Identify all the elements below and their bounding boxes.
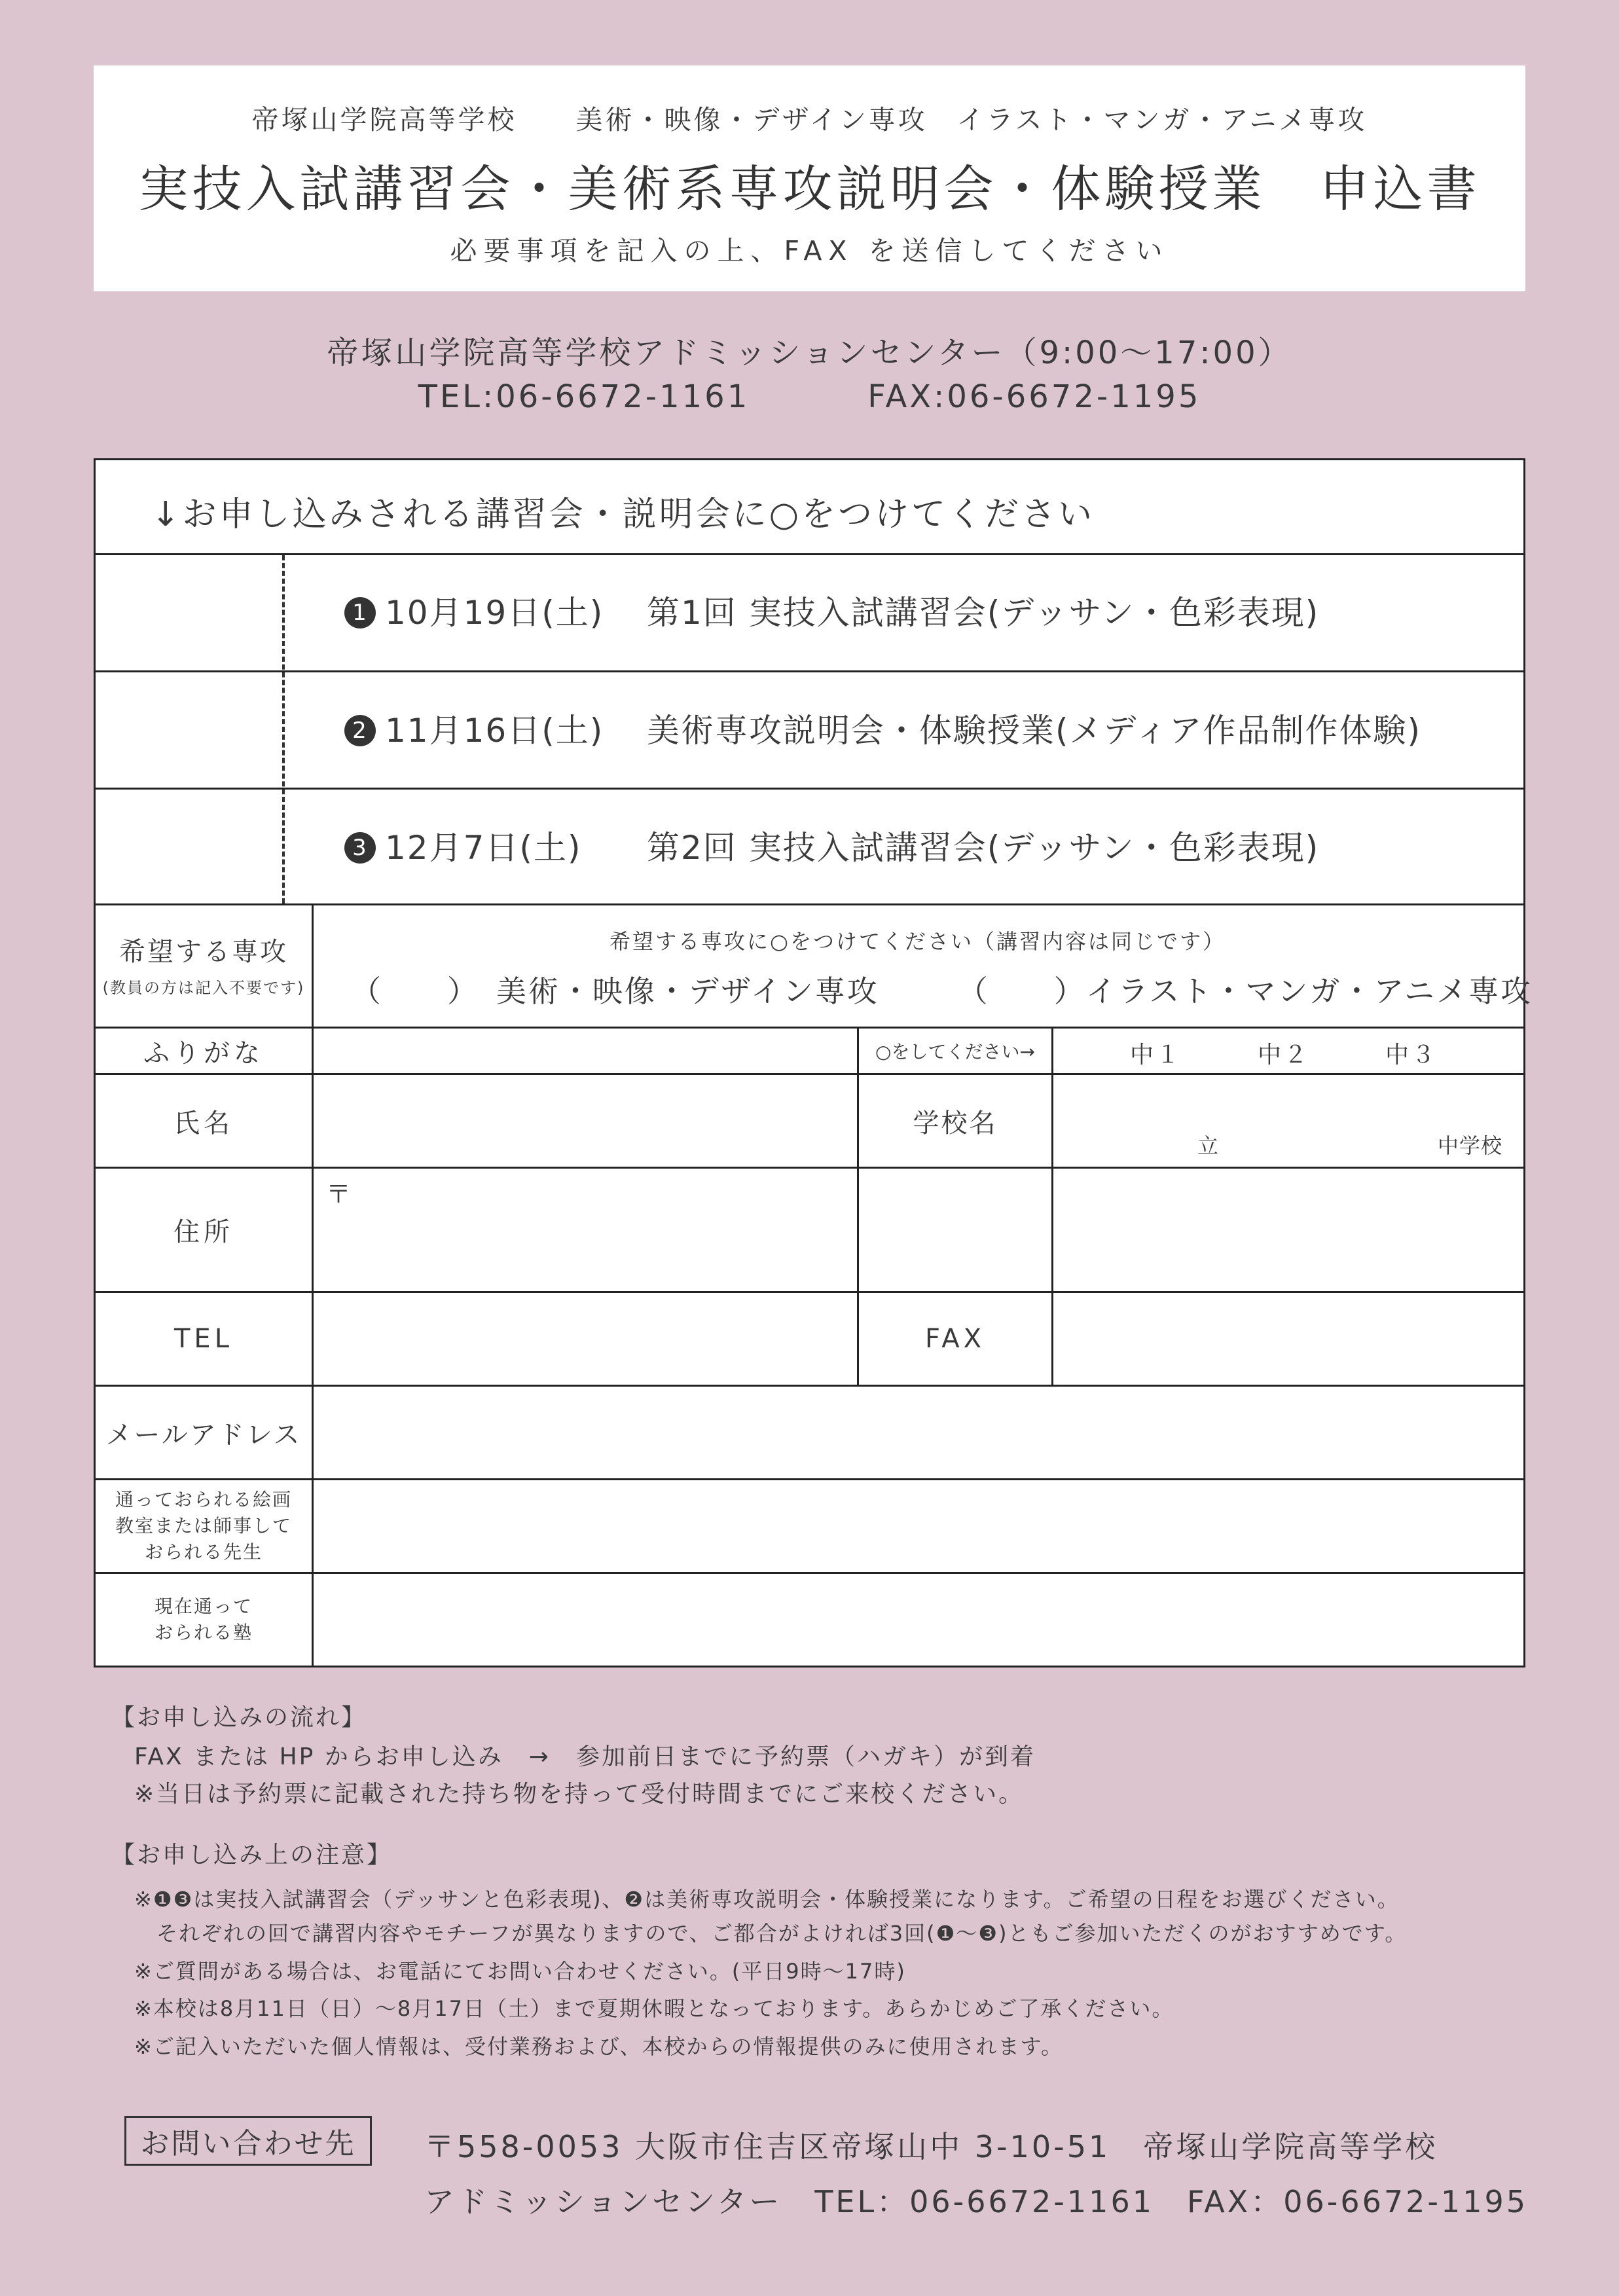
teacher-label <box>96 1480 312 1572</box>
inquiry-label: お問い合わせ先 <box>124 2116 372 2166</box>
email-label: メールアドレス <box>105 1419 302 1450</box>
name-field[interactable] <box>314 1075 857 1167</box>
event-date: 10月19日(土) <box>385 594 604 632</box>
name-label: 氏名 <box>173 1108 234 1139</box>
note-item: ※ご記入いただいた個人情報は、受付業務および、本校からの情報提供のみに使用されます。 <box>134 2034 1063 2059</box>
juku-label-line-2: おられる塾 <box>154 1622 253 1643</box>
number-2-icon: 2 <box>344 715 376 746</box>
school-suffix: 中学校 <box>1438 1133 1503 1158</box>
major-option-art[interactable]: （ ） 美術・映像・デザイン専攻 <box>351 974 879 1009</box>
address-label: 住所 <box>173 1217 234 1247</box>
admission-center-hours: 帝塚山学院高等学校アドミッションセンター（9:00～17:00） <box>327 335 1292 371</box>
note-item: ※本校は8月11日（日）～8月17日（土）まで夏期休暇となっております。あらかじめご了承ください。 <box>134 1996 1174 2021</box>
event-description: 第2回 実技入試講習会(デッサン・色彩表現) <box>647 829 1320 867</box>
postal-mark: 〒 <box>326 1180 352 1209</box>
header-note: 必要事項を記入の上、FAX を送信してください <box>450 235 1169 266</box>
major-label: 希望する専攻 <box>119 937 288 967</box>
event-row-1[interactable] <box>344 587 1319 634</box>
teacher-label-line-3: おられる先生 <box>144 1541 263 1563</box>
fax-label: FAX <box>924 1324 986 1354</box>
fax-field[interactable] <box>1053 1293 1525 1385</box>
note-item: ※❶❸は実技入試講習会（デッサンと色彩表現)、❷は美術専攻説明会・体験授業になります。ご希望の日程をお選びください。 <box>134 1887 1400 1912</box>
event-row-2[interactable] <box>344 704 1421 752</box>
form-instruction: ↓お申し込みされる講習会・説明会に○をつけてください <box>151 495 1095 534</box>
event-date: 11月16日(土) <box>385 712 604 750</box>
grade-1[interactable]: 中１ <box>1130 1042 1183 1068</box>
notes-heading: 【お申し込み上の注意】 <box>111 1842 393 1868</box>
note-item: ※ご質問がある場合は、お電話にてお問い合わせください。(平日9時～17時) <box>134 1959 906 1984</box>
major-label-note: (教員の方は記入不要です) <box>102 979 305 997</box>
grade-3[interactable]: 中３ <box>1385 1042 1438 1068</box>
teacher-field[interactable] <box>314 1480 1525 1572</box>
contact-fax: FAX:06-6672-1195 <box>867 378 1201 415</box>
major-options[interactable] <box>351 968 1533 1011</box>
number-1-icon: 1 <box>344 597 376 629</box>
teacher-label-line-2: 教室または師事して <box>115 1515 292 1537</box>
furigana-field[interactable] <box>314 1029 857 1073</box>
inquiry-contact: アドミッションセンター TEL：06-6672-1161 FAX：06-6672-1195 <box>424 2184 1529 2219</box>
juku-field[interactable] <box>314 1574 1525 1666</box>
header-box <box>94 65 1525 291</box>
contact-tel: TEL:06-6672-1161 <box>418 378 750 415</box>
flow-line-1: FAX または HP からお申し込み → 参加前日までに予約票（ハガキ）が到着 <box>134 1743 1036 1770</box>
header-subtitle: 帝塚山学院高等学校 美術・映像・デザイン専攻 イラスト・マンガ・アニメ専攻 <box>251 104 1368 136</box>
grade-prompt: ○をしてください→ <box>875 1041 1035 1063</box>
event-description: 美術専攻説明会・体験授業(メディア作品制作体験) <box>647 712 1422 750</box>
event-description: 第1回 実技入試講習会(デッサン・色彩表現) <box>647 594 1320 632</box>
page-title: 実技入試講習会・美術系専攻説明会・体験授業 申込書 <box>138 160 1481 218</box>
application-form <box>94 458 1533 1667</box>
school-type-suffix: 立 <box>1197 1133 1222 1158</box>
email-field[interactable] <box>314 1387 1525 1478</box>
juku-label <box>96 1574 312 1666</box>
contact-phone-fax <box>0 378 1619 415</box>
tel-field[interactable] <box>314 1293 857 1385</box>
grade-2[interactable]: 中２ <box>1258 1042 1311 1068</box>
note-item: それぞれの回で講習内容やモチーフが異なりますので、ご都合がよければ3回(❶～❸)ともご参加いただくのがおすすめです。 <box>134 1921 1408 1946</box>
address-field[interactable] <box>314 1169 1525 1291</box>
major-option-illust[interactable]: （ ）イラスト・マンガ・アニメ専攻 <box>957 974 1533 1009</box>
tel-label: TEL <box>174 1324 233 1354</box>
juku-label-line-1: 現在通って <box>154 1595 253 1617</box>
major-note: 希望する専攻に○をつけてください（講習内容は同じです） <box>609 929 1226 954</box>
flow-line-2: ※当日は予約票に記載された持ち物を持って受付時間までにご来校ください。 <box>134 1781 1025 1808</box>
teacher-label-line-1: 通っておられる絵画 <box>115 1489 292 1510</box>
major-label-cell <box>96 905 312 1027</box>
school-name-label: 学校名 <box>913 1108 998 1139</box>
event-row-3[interactable] <box>344 822 1319 869</box>
inquiry-address: 〒558-0053 大阪市住吉区帝塚山中 3-10-51 帝塚山学院高等学校 <box>424 2129 1438 2164</box>
number-3-icon: 3 <box>344 832 376 864</box>
event-date: 12月7日(土) <box>385 829 582 867</box>
flow-heading: 【お申し込みの流れ】 <box>111 1704 367 1731</box>
furigana-label: ふりがな <box>143 1038 264 1068</box>
